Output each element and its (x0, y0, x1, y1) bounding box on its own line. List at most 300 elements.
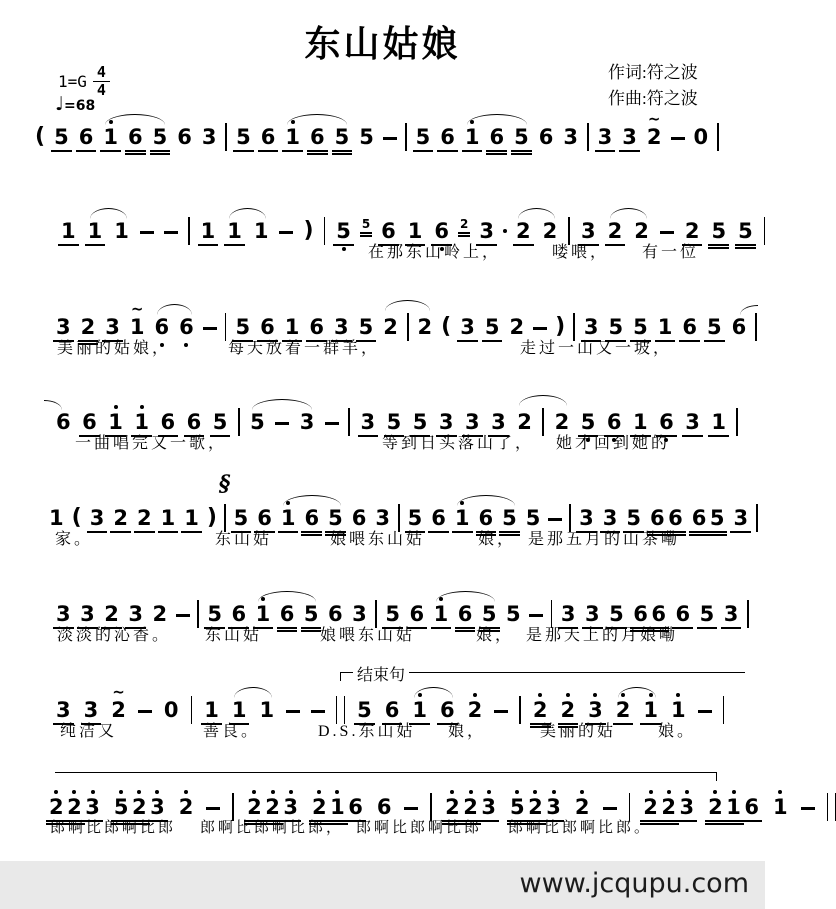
rhythm-underline (150, 150, 171, 152)
note-digit: 1 (259, 698, 275, 722)
high-octave-dot (317, 790, 321, 794)
note-digit: 6 (303, 508, 320, 529)
note-digit: 6 (81, 412, 98, 433)
high-octave-dot (515, 790, 519, 794)
rhythm-underline (333, 244, 354, 246)
note-digit: 2 (515, 221, 532, 242)
note-digit: 3 (583, 317, 600, 338)
note-digit: 3 (360, 412, 377, 433)
note-digit: 2 (383, 315, 398, 339)
lyric-segment: 美丽的姑娘， (57, 340, 172, 357)
note-digit: 2 (660, 797, 677, 818)
lyric-segment: 等到日头落山了， (382, 435, 535, 452)
note-digit: 5 (356, 700, 373, 721)
note-digit: 6 (309, 127, 326, 148)
high-octave-dot (289, 790, 293, 794)
note-digit: 6 (154, 317, 171, 338)
lyric-segment: D.S.东山姑 (318, 723, 416, 740)
grace-note: 2 (460, 218, 468, 230)
note-digit: 5 (407, 508, 424, 529)
barline (225, 123, 227, 151)
note-digit: 6 (384, 700, 401, 721)
rhythm-underline (198, 244, 219, 246)
rhythm-underline (513, 244, 534, 246)
note-digit: 1 (114, 219, 129, 243)
composer-credit: 作曲:符之波 (608, 88, 698, 108)
note-digit: 3 (84, 797, 101, 818)
note-digit: 2 ~ (646, 110, 662, 149)
duration-dash (801, 807, 815, 810)
note-digit: 3 (478, 221, 495, 242)
note-digit: 6 (674, 604, 691, 625)
slur-group (154, 317, 195, 338)
rhythm-underline (110, 531, 131, 533)
rhythm-underline (301, 627, 322, 629)
segno-icon: § (218, 471, 231, 497)
note-digit: 1 (710, 412, 727, 433)
slur-group (102, 127, 168, 148)
note-digit: 5 (234, 317, 251, 338)
note-digit: 6 (488, 127, 505, 148)
high-octave-dot (155, 790, 159, 794)
barline (324, 217, 326, 245)
rhythm-underline (679, 340, 700, 342)
rhythm-underline (658, 823, 679, 825)
note-digit: 6 (478, 508, 495, 529)
song-title: 东山姑娘 (304, 24, 461, 64)
rhythm-underline (58, 244, 79, 246)
rhythm-underline (158, 531, 179, 533)
lyric-segment: 家。 (55, 531, 94, 548)
note-digit: 3 (480, 797, 497, 818)
high-octave-dot (552, 790, 556, 794)
note-digit: 5 (358, 317, 375, 338)
high-octave-dot (184, 790, 188, 794)
rhythm-underline (723, 823, 744, 825)
slur-group (464, 127, 530, 148)
note-digit: 2 (542, 219, 558, 243)
note-digit: 3 (584, 604, 601, 625)
beam-group (246, 797, 299, 818)
note-digit: 2 ~ (111, 683, 126, 722)
lyric-segment: 娘。 (658, 723, 697, 740)
note-digit: 5 (709, 508, 726, 529)
note-digit: 1 (464, 127, 481, 148)
slur-group (607, 221, 650, 242)
barline (225, 313, 227, 341)
note-digit: 5 (632, 317, 649, 338)
note-digit: 2 (634, 219, 649, 243)
rhythm-underline (307, 150, 328, 152)
duration-dash (138, 710, 152, 713)
note-digit: 1 (49, 506, 64, 530)
barline (405, 123, 407, 151)
high-octave-dot (470, 120, 474, 124)
note-digit: 3 (438, 412, 455, 433)
high-octave-dot (649, 790, 653, 794)
rhythm-underline (360, 235, 372, 237)
note-digit: 6 (347, 797, 364, 818)
beam-group (444, 797, 497, 818)
double-barline (827, 793, 836, 821)
high-octave-dot (252, 790, 256, 794)
lyric-segment: 善良。 (203, 723, 261, 740)
lyric-segment: 是那五月的山茶嘞 (528, 531, 681, 548)
lyric-segment: 娘喂东山姑 (320, 627, 416, 644)
barline (398, 504, 400, 532)
note-digit: 0 (163, 698, 179, 722)
lyric-segment: 娘喂东山姑 (330, 531, 426, 548)
note-digit: 6 (186, 412, 203, 433)
key-label: 1=G (58, 71, 87, 91)
lyric-segment: 东山姑 (205, 627, 263, 644)
note-digit: 2 (462, 797, 479, 818)
rhythm-underline (511, 153, 532, 155)
high-octave-dot (119, 790, 123, 794)
note-digit: 1 (284, 127, 301, 148)
note-digit: 2 (467, 700, 484, 721)
note-digit: 3 (55, 317, 72, 338)
note-digit: 3 (464, 412, 481, 433)
note-digit: 6 (632, 604, 649, 625)
note-digit: 6 (260, 127, 277, 148)
duration-dash (603, 807, 617, 810)
rhythm-underline (76, 150, 97, 152)
time-signature-denominator: 4 (96, 80, 106, 99)
high-octave-dot (450, 790, 454, 794)
barline (188, 217, 190, 245)
note-digit: 5 (235, 127, 252, 148)
rhythm-underline (486, 153, 507, 155)
note-digit: 6 (308, 317, 325, 338)
note-digit: 2 (444, 797, 461, 818)
high-octave-dot (685, 790, 689, 794)
note-digit: 3 (375, 506, 390, 530)
low-octave-dot (342, 247, 346, 251)
mordent-icon: ~ (647, 110, 661, 128)
slur-group (231, 700, 275, 721)
note-digit: 5 (233, 508, 250, 529)
lyric-segment: 是那天上的月娘嘞 (526, 627, 679, 644)
augmentation-dot (503, 229, 507, 233)
duration-dash (286, 710, 300, 713)
barline (430, 793, 432, 821)
music-line-2 (60, 216, 765, 261)
note-digit: 1 (231, 700, 248, 721)
note-digit: 6 (327, 602, 343, 626)
duration-dash (275, 422, 289, 425)
music-line-5 (48, 471, 758, 548)
note-digit: 5 (706, 317, 723, 338)
barline (197, 600, 199, 628)
note-digit: 6 (55, 412, 72, 433)
barline (375, 600, 377, 628)
note-digit: 3 (333, 317, 350, 338)
note-digit: 2 (707, 797, 724, 818)
rhythm-underline (735, 244, 756, 246)
high-octave-dot (538, 693, 542, 697)
note-digit: 1 (203, 700, 220, 721)
note-digit: 5 (737, 221, 754, 242)
note-digit: 2 (152, 602, 168, 626)
note-digit: 1 (411, 700, 428, 721)
note-digit: 6 (667, 508, 684, 529)
slur-group (226, 221, 269, 242)
note-digit: 3 (732, 508, 749, 529)
grace-note: 5 (362, 218, 370, 230)
rhythm-underline (682, 435, 703, 437)
note-digit: 2 (574, 797, 591, 818)
lyric-segment: 美丽的姑 (540, 723, 617, 740)
note-digit: 5 (501, 508, 518, 529)
rhythm-underline (358, 435, 379, 437)
high-octave-dot (418, 693, 422, 697)
rhythm-underline (697, 627, 718, 629)
rhythm-underline (278, 531, 299, 533)
beam-group (707, 797, 760, 818)
high-octave-dot (566, 693, 570, 697)
lyric-segment: 一曲唱完又一歌， (75, 435, 228, 452)
rhythm-underline (486, 150, 507, 152)
high-octave-dot (460, 501, 464, 505)
note-digit: 6 (376, 795, 392, 819)
high-octave-dot (137, 790, 141, 794)
note-digit: 1 (725, 797, 742, 818)
note-digit: 6 (230, 604, 247, 625)
barline (542, 408, 544, 436)
slur-group (382, 313, 433, 338)
high-octave-dot (335, 790, 339, 794)
duration-dash (383, 137, 397, 140)
rhythm-underline (708, 435, 729, 437)
note-digit: 3 (55, 700, 72, 721)
lyric-segment: 郎啊比郎啊比郎 (356, 820, 483, 836)
note-digit: 3 (459, 317, 476, 338)
barline (587, 123, 589, 151)
note-digit: 6 (439, 127, 456, 148)
note-digit: 5 (212, 412, 229, 433)
note-digit: 6 (433, 221, 450, 242)
lyric-segment: 走过一山又一坡， (520, 340, 673, 357)
barline (551, 600, 553, 628)
rhythm-underline (458, 235, 470, 237)
note-digit: 2 (615, 700, 632, 721)
note-digit: 3 (723, 604, 740, 625)
note-digit: 3 (104, 317, 121, 338)
note-digit: 3 (578, 508, 595, 529)
note-digit: 2 (417, 315, 433, 339)
note-digit: 1 (670, 700, 687, 721)
barline (756, 504, 758, 532)
note-digit: 3 (127, 604, 144, 625)
rhythm-underline (704, 340, 725, 342)
lyric-segment: 郎啊比郎啊比郎。 (508, 820, 653, 836)
high-octave-dot (469, 790, 473, 794)
lyricist-credit: 作词:符之波 (608, 63, 698, 82)
note-digit: 3 (79, 604, 96, 625)
high-octave-dot (114, 405, 118, 409)
note-digit: 5 (608, 604, 625, 625)
high-octave-dot (580, 790, 584, 794)
rhythm-underline (413, 150, 434, 152)
rhythm-underline (134, 531, 155, 533)
ending-phrase-bracket (340, 664, 745, 684)
rhythm-underline (301, 531, 322, 533)
barline (218, 471, 231, 532)
note-digit: 2 (246, 797, 263, 818)
beam-group (642, 797, 695, 818)
note-digit: 5 (484, 317, 501, 338)
rhythm-underline (458, 232, 470, 234)
slur-group (284, 127, 350, 148)
rhythm-underline (676, 820, 697, 822)
beam-group (311, 797, 364, 818)
note-digit: 3 (89, 508, 106, 529)
ending-phrase-rule (55, 772, 717, 782)
rhythm-underline (735, 247, 756, 249)
duration-dash (140, 231, 154, 234)
rhythm-underline (455, 627, 476, 629)
high-octave-dot (593, 693, 597, 697)
note-digit: 6 (430, 508, 447, 529)
time-signature (93, 64, 110, 98)
note-digit: 1 (454, 508, 471, 529)
duration-dash (533, 327, 547, 330)
rhythm-underline (708, 244, 729, 246)
slur-group (411, 700, 455, 721)
high-octave-dot (667, 790, 671, 794)
note-digit: 1 (284, 317, 301, 338)
note-digit: 6 (658, 412, 675, 433)
rhythm-underline (233, 150, 254, 152)
lyric-segment: 娘， (476, 627, 515, 644)
barline (238, 408, 240, 436)
rhythm-underline (125, 150, 146, 152)
barline (764, 217, 766, 245)
note-digit: 6 (78, 127, 95, 148)
note-digit: 2 (532, 700, 549, 721)
high-octave-dot (91, 790, 95, 794)
slur-group (515, 221, 558, 242)
rhythm-underline (301, 534, 322, 536)
note-digit: 6 (380, 221, 397, 242)
duration-dash (203, 327, 217, 330)
open-paren: ( (441, 314, 452, 339)
close-paren: ) (555, 314, 566, 339)
note-digit: 5 (625, 508, 642, 529)
barline (407, 313, 409, 341)
high-octave-dot (72, 790, 76, 794)
note-digit: 3 (621, 127, 638, 148)
high-octave-dot (140, 405, 144, 409)
duration-dash (279, 231, 293, 234)
beam-group (509, 797, 562, 818)
barline (747, 600, 749, 628)
note-digit: 2 (642, 797, 659, 818)
note-digit: 3 (597, 127, 614, 148)
note-digit: 5 (384, 604, 401, 625)
beam-group (113, 797, 166, 818)
rhythm-underline (595, 150, 616, 152)
note-digit: 5 (509, 797, 526, 818)
note-digit: 5 (412, 412, 429, 433)
note-digit: 3 (490, 412, 507, 433)
note-digit: 3 (201, 125, 217, 149)
note-digit: 2 (684, 221, 701, 242)
beam-group (48, 797, 101, 818)
note-digit: 1 (133, 412, 150, 433)
high-octave-dot (439, 597, 443, 601)
duration-dash (311, 710, 325, 713)
rhythm-underline (462, 150, 483, 152)
note-digit: 2 (178, 797, 195, 818)
rhythm-underline (619, 150, 640, 152)
rhythm-underline (125, 153, 146, 155)
high-octave-dot (621, 693, 625, 697)
beam-group (691, 508, 726, 529)
duration-dash (404, 807, 418, 810)
note-digit: 2 (48, 797, 65, 818)
note-digit: 1 (107, 412, 124, 433)
slur-group (249, 412, 315, 433)
note-digit: 3 (587, 700, 604, 721)
duration-dash (494, 710, 508, 713)
note-digit: 2 (66, 797, 83, 818)
low-octave-dot (184, 343, 188, 347)
mordent-icon: ~ (112, 683, 125, 701)
note-digit: 6 (681, 317, 698, 338)
duration-dash (176, 614, 190, 617)
rhythm-underline (282, 150, 303, 152)
high-octave-dot (713, 790, 717, 794)
note-digit: 1 (433, 604, 450, 625)
note-digit: 1 (329, 797, 346, 818)
music-line-3 (55, 300, 757, 357)
barline (569, 504, 571, 532)
note-digit: 5 (334, 127, 351, 148)
note-digit: 2 (509, 315, 525, 339)
high-octave-dot (676, 693, 680, 697)
music-line-7 (55, 683, 724, 740)
rhythm-underline (332, 153, 353, 155)
beam-group (632, 604, 667, 625)
duration-dash (529, 614, 543, 617)
note-digit: 1 (226, 221, 243, 242)
note-digit: 6 (178, 317, 195, 338)
note-digit: 3 (602, 508, 619, 529)
rhythm-underline (332, 150, 353, 152)
note-digit: 1 (642, 700, 659, 721)
quarter-note-icon: ♩ (55, 93, 64, 115)
slur-group (87, 221, 130, 242)
lyric-segment: 娘， (448, 723, 487, 740)
note-digit: 3 (282, 797, 299, 818)
rhythm-underline (452, 531, 473, 533)
high-octave-dot (533, 790, 537, 794)
rhythm-underline (707, 531, 728, 533)
rhythm-underline (455, 630, 476, 632)
note-digit: 3 (83, 700, 100, 721)
barline (736, 408, 738, 436)
high-octave-dot (649, 693, 653, 697)
note-digit: 3 (545, 797, 562, 818)
note-digit: 2 (80, 317, 97, 338)
rhythm-underline (437, 150, 458, 152)
rhythm-underline (360, 232, 372, 234)
duration-dash (206, 807, 220, 810)
note-digit: 6 (351, 506, 367, 530)
website-watermark: www.jcqupu.com (519, 868, 749, 899)
